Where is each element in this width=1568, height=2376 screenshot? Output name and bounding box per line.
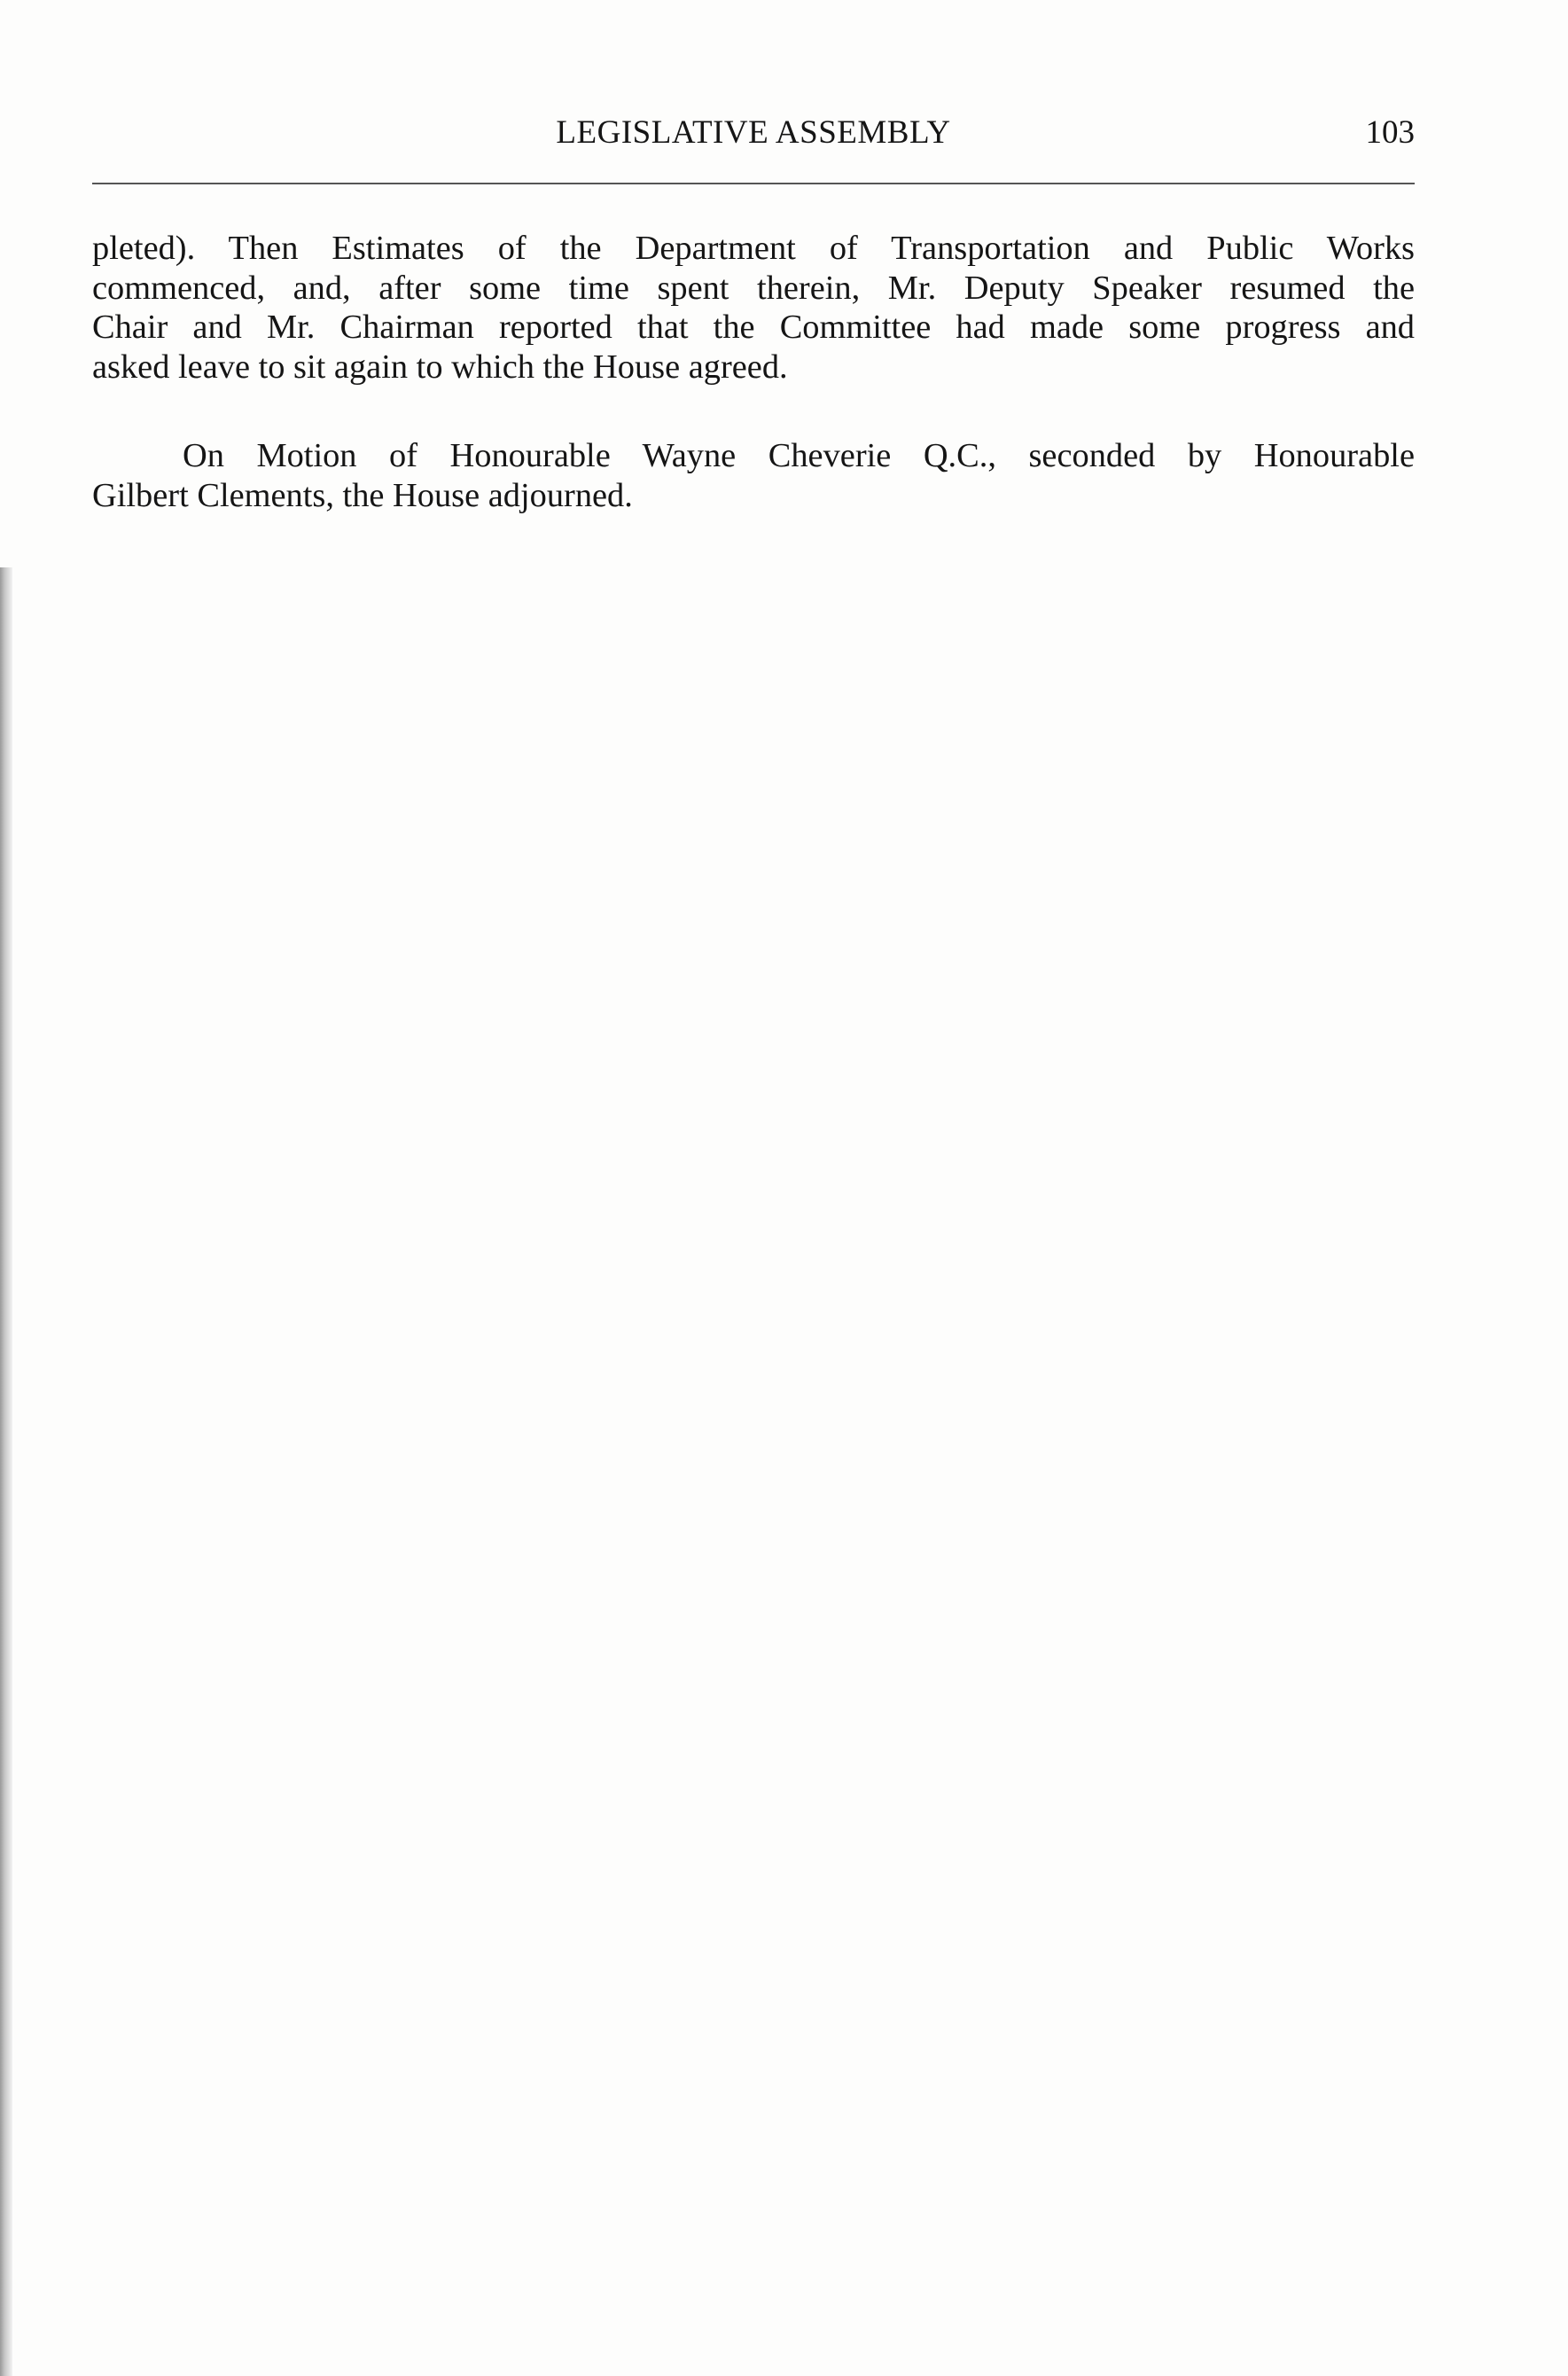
text-line: asked leave to sit again to which the House agreed.: [92, 348, 788, 387]
text-line: pleted). Then Estimates of the Department of Transportation and Public Works: [92, 230, 1415, 267]
paragraph-proceedings: [92, 229, 1415, 387]
page-number: 103: [1365, 114, 1415, 151]
text-line: On Motion of Honourable Wayne Cheverie Q.C., seconded by Honourable: [183, 436, 1415, 474]
paragraph-adjournment: [92, 436, 1415, 515]
text-line: Gilbert Clements, the House adjourned.: [92, 476, 633, 514]
running-title: LEGISLATIVE ASSEMBLY: [556, 114, 951, 151]
running-head: [92, 108, 1415, 158]
scan-edge-shadow: [0, 567, 12, 2376]
header-rule: [92, 183, 1415, 184]
text-line: Chair and Mr. Chairman reported that the Committee had made some progress and: [92, 309, 1415, 347]
text-line: commenced, and, after some time spent therein, Mr. Deputy Speaker resumed the: [92, 269, 1415, 307]
body-text: [92, 229, 1415, 515]
